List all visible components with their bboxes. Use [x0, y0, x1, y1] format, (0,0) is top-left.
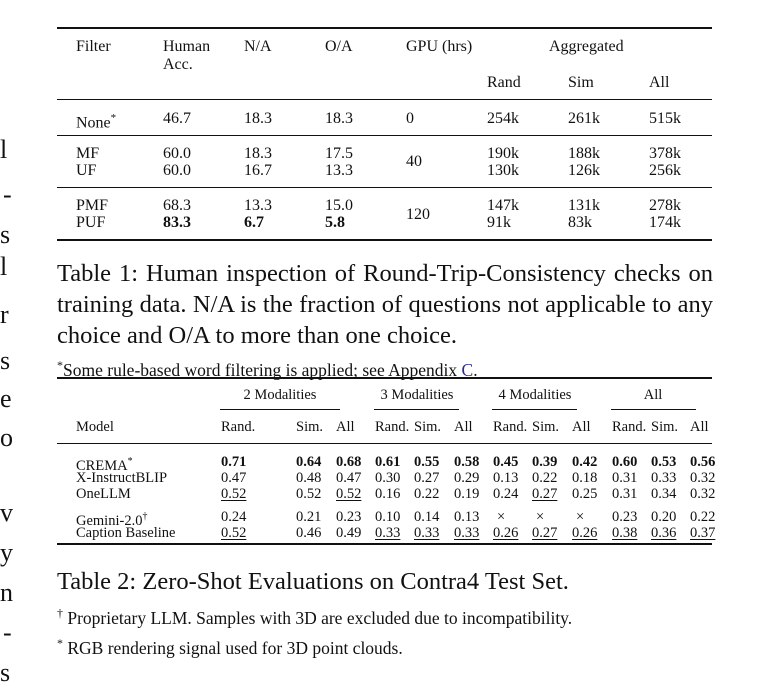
table2-cell: 0.22	[690, 509, 716, 525]
t1-row-mf-gpu: 40	[406, 153, 422, 170]
table2-cell: 0.32	[690, 486, 716, 502]
table2-subheader: Rand.	[493, 419, 528, 435]
table2-model-name: OneLLM	[76, 486, 131, 502]
t1-header-human-1: Human	[163, 38, 211, 55]
t1-row-mf-human: 60.0	[163, 145, 191, 162]
left-fragment: s	[0, 220, 11, 249]
table2-group-header: All	[643, 387, 663, 403]
t1-row-puf-na: 6.7	[244, 214, 264, 231]
t1-row-puf-rand: 91k	[487, 214, 511, 231]
table2-cell: 0.33	[454, 525, 480, 541]
table2-subheader: Sim.	[414, 419, 441, 435]
left-fragment: o	[0, 423, 13, 452]
t1-row-pmf-rand: 147k	[487, 197, 519, 214]
table2-cell: 0.27	[414, 470, 440, 486]
table2-cell: 0.23	[336, 509, 362, 525]
table2-cell: 0.27	[532, 525, 558, 541]
table2-cell: 0.25	[572, 486, 598, 502]
table2-subheader: Rand.	[375, 419, 410, 435]
table2-cell: 0.34	[651, 486, 677, 502]
table2-cell: 0.13	[493, 470, 519, 486]
t1-row-puf-all: 174k	[649, 214, 681, 231]
table2-group-rule	[492, 409, 577, 410]
table2-cell: 0.33	[414, 525, 440, 541]
table2-model-name: Caption Baseline	[76, 525, 176, 541]
table2-cell: 0.42	[572, 454, 598, 470]
table2-group-header: 4 Modalities	[498, 387, 572, 403]
table2-subheader: All	[454, 419, 473, 435]
table2-cell: 0.22	[532, 470, 558, 486]
left-fragment: e	[0, 384, 12, 413]
table2-cell: 0.21	[296, 509, 322, 525]
table1-header-rule	[57, 99, 712, 100]
table2-model-name: X-InstructBLIP	[76, 470, 168, 486]
table1-rule-2	[57, 135, 712, 136]
table2-group-rule	[374, 409, 459, 410]
table2-cell: 0.58	[454, 454, 480, 470]
table2-cell: 0.47	[336, 470, 362, 486]
t1-row-none-filter: None*	[76, 112, 117, 132]
table2-cell: 0.52	[221, 525, 247, 541]
table2-cell: 0.29	[454, 470, 480, 486]
table2-cell: 0.33	[651, 470, 677, 486]
table2-cell: 0.26	[493, 525, 519, 541]
table2-subheader: All	[336, 419, 355, 435]
table2-cell: 0.61	[375, 454, 401, 470]
table2-cell: 0.55	[414, 454, 440, 470]
table2-bottom-rule	[57, 543, 712, 545]
table2-cell: 0.64	[296, 454, 322, 470]
t1-row-uf-all: 256k	[649, 162, 681, 179]
table2-cell: 0.45	[493, 454, 519, 470]
table1-bottom-rule	[57, 239, 712, 241]
table2-cell: 0.26	[572, 525, 598, 541]
t1-header-sim: Sim	[568, 74, 594, 91]
left-fragment: v	[0, 498, 13, 527]
table2-cell: ×	[497, 509, 506, 525]
table2-footnote-1: † Proprietary LLM. Samples with 3D are excluded due to incompatibility.	[57, 606, 573, 628]
left-fragment: s	[0, 658, 11, 687]
table2-cell: 0.47	[221, 470, 247, 486]
t1-row-none-na: 18.3	[244, 110, 272, 127]
t1-header-filter: Filter	[76, 38, 111, 55]
table2-cell: 0.22	[414, 486, 440, 502]
table2-cell: 0.60	[612, 454, 638, 470]
table2-cell: 0.37	[690, 525, 716, 541]
table2-cell: 0.68	[336, 454, 362, 470]
t1-row-pmf-na: 13.3	[244, 197, 272, 214]
table2-cell: 0.13	[454, 509, 480, 525]
t1-row-none-sim: 261k	[568, 110, 600, 127]
left-fragment: l	[0, 252, 8, 281]
t1-header-aggregated: Aggregated	[549, 38, 624, 55]
table2-top-rule	[57, 377, 712, 379]
t1-row-puf-human: 83.3	[163, 214, 191, 231]
table2-cell: 0.10	[375, 509, 401, 525]
table2-cell: 0.46	[296, 525, 322, 541]
t1-header-na: N/A	[244, 38, 272, 55]
table2-subheader: Sim.	[651, 419, 678, 435]
table2-cell: 0.38	[612, 525, 638, 541]
table2-subheader: Rand.	[612, 419, 647, 435]
table2-cell: 0.53	[651, 454, 677, 470]
t1-row-uf-oa: 13.3	[325, 162, 353, 179]
table2-cell: 0.32	[690, 470, 716, 486]
table2-group-rule	[220, 409, 340, 410]
table2-subheader: Rand.	[221, 419, 256, 435]
table1-footnote: *Some rule-based word filtering is applied; see Appendix C.	[57, 358, 478, 380]
left-fragment: r	[0, 300, 9, 329]
table2-cell: ×	[536, 509, 545, 525]
table2-cell: 0.30	[375, 470, 401, 486]
table1-rule-3	[57, 187, 712, 188]
t1-row-uf-rand: 130k	[487, 162, 519, 179]
t1-header-rand: Rand	[487, 74, 521, 91]
table2-subheader: All	[572, 419, 591, 435]
t1-row-mf-sim: 188k	[568, 145, 600, 162]
t1-row-none-oa: 18.3	[325, 110, 353, 127]
t1-row-pmf-filter: PMF	[76, 197, 109, 214]
table2-caption: Table 2: Zero-Shot Evaluations on Contra4 Test Set.	[57, 568, 569, 595]
left-fragment: l	[0, 135, 8, 164]
table2-footnote-2: * RGB rendering signal used for 3D point clouds.	[57, 636, 403, 658]
t1-row-uf-filter: UF	[76, 162, 97, 179]
table2-cell: 0.24	[493, 486, 519, 502]
t1-row-mf-oa: 17.5	[325, 145, 353, 162]
appendix-link[interactable]: C	[461, 359, 474, 380]
table2-subheader: Sim.	[296, 419, 323, 435]
t1-header-oa: O/A	[325, 38, 353, 55]
t1-row-puf-filter: PUF	[76, 214, 106, 231]
t1-row-mf-all: 378k	[649, 145, 681, 162]
t1-row-mf-rand: 190k	[487, 145, 519, 162]
left-fragment: -	[3, 618, 12, 647]
table2-cell: 0.48	[296, 470, 322, 486]
table2-model-header: Model	[76, 419, 114, 435]
table2-subheader: All	[690, 419, 709, 435]
table2-cell: 0.19	[454, 486, 480, 502]
left-fragment: n	[0, 578, 13, 607]
table2-cell: 0.16	[375, 486, 401, 502]
table1-caption: Table 1: Human inspection of Round-Trip-Consistency checks on training data. N/A is the fraction of questions not applicable to any choice and O/A to more than one choice.	[57, 260, 713, 349]
table2-cell: 0.39	[532, 454, 558, 470]
table2-cell: 0.52	[296, 486, 322, 502]
t1-row-none-gpu: 0	[406, 110, 414, 127]
t1-header-gpu: GPU (hrs)	[406, 38, 473, 55]
t1-row-uf-na: 16.7	[244, 162, 272, 179]
table2-cell: 0.24	[221, 509, 247, 525]
table2-model-name: Gemini-2.0†	[76, 511, 148, 529]
t1-row-pmf-gpu: 120	[406, 206, 430, 223]
t1-row-none-rand: 254k	[487, 110, 519, 127]
table2-cell: 0.49	[336, 525, 362, 541]
table2-cell: 0.52	[221, 486, 247, 502]
table2-cell: 0.36	[651, 525, 677, 541]
t1-header-all: All	[649, 74, 670, 91]
left-fragment: s	[0, 346, 11, 375]
table2-model-name: CREMA*	[76, 456, 133, 474]
table2-cell: 0.18	[572, 470, 598, 486]
table1-top-rule	[57, 27, 712, 29]
table2-cell: 0.31	[612, 470, 638, 486]
table2-cell: 0.52	[336, 486, 362, 502]
left-fragment: y	[0, 538, 13, 567]
t1-row-mf-na: 18.3	[244, 145, 272, 162]
t1-row-uf-sim: 126k	[568, 162, 600, 179]
t1-row-pmf-sim: 131k	[568, 197, 600, 214]
t1-row-uf-human: 60.0	[163, 162, 191, 179]
table2-group-rule	[611, 409, 696, 410]
table2-group-header: 3 Modalities	[380, 387, 454, 403]
table2-cell: 0.27	[532, 486, 558, 502]
table2-group-header: 2 Modalities	[243, 387, 317, 403]
t1-header-human-2: Acc.	[163, 56, 193, 73]
left-fragment: -	[3, 180, 12, 209]
table2-subheader: Sim.	[532, 419, 559, 435]
table2-cell: 0.14	[414, 509, 440, 525]
table2-cell: 0.20	[651, 509, 677, 525]
t1-row-mf-filter: MF	[76, 145, 100, 162]
t1-row-puf-oa: 5.8	[325, 214, 345, 231]
table2-cell: 0.71	[221, 454, 247, 470]
t1-row-none-human: 46.7	[163, 110, 191, 127]
t1-row-pmf-human: 68.3	[163, 197, 191, 214]
t1-row-puf-sim: 83k	[568, 214, 592, 231]
t1-row-pmf-oa: 15.0	[325, 197, 353, 214]
table2-cell: ×	[576, 509, 585, 525]
table2-cell: 0.56	[690, 454, 716, 470]
t1-row-pmf-all: 278k	[649, 197, 681, 214]
table2-cell: 0.31	[612, 486, 638, 502]
table2-header-rule	[57, 443, 712, 444]
table2-cell: 0.23	[612, 509, 638, 525]
table2-cell: 0.33	[375, 525, 401, 541]
t1-row-none-all: 515k	[649, 110, 681, 127]
